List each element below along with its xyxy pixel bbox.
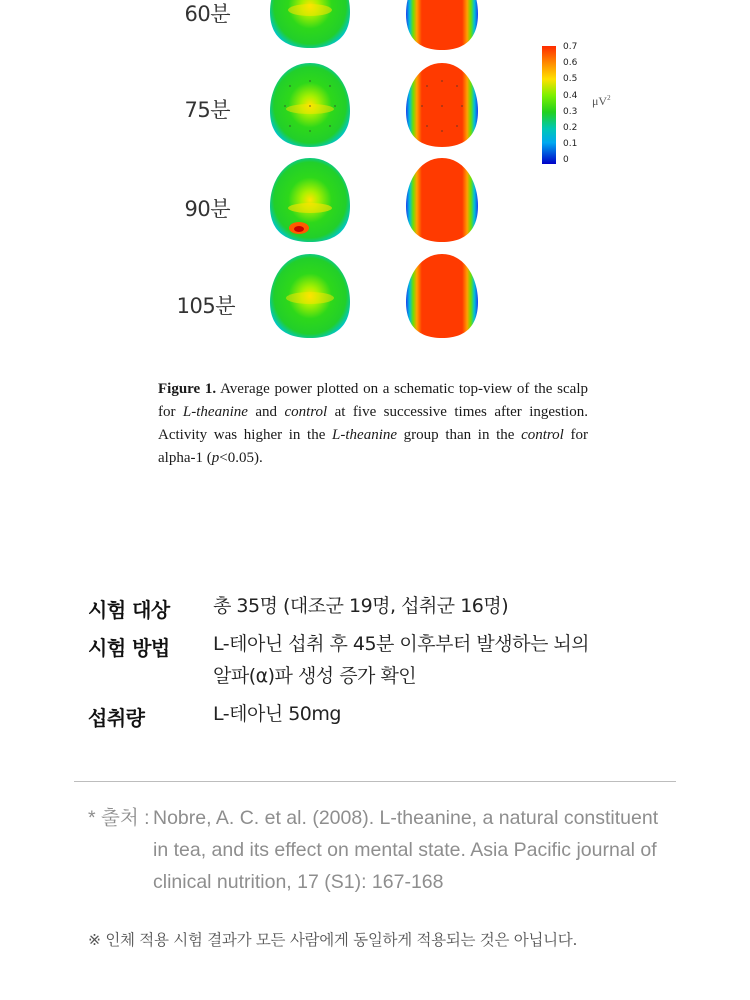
disclaimer: ※ 인체 적용 시험 결과가 모든 사람에게 동일하게 적용되는 것은 아닙니다. (88, 931, 578, 949)
divider (74, 781, 676, 782)
topomap-theanine-60 (265, 0, 355, 50)
topomap-control-60 (402, 0, 482, 52)
method-value-line2: 알파(α)파 생성 증가 확인 (213, 665, 417, 687)
method-label: 시험 방법 (88, 636, 170, 660)
time-label-75: 75분 (184, 98, 230, 122)
time-label-105: 105분 (176, 294, 235, 318)
dose-value: L-테아닌 50mg (213, 703, 341, 725)
topomap-control-90 (402, 156, 482, 246)
colorbar-tick: 0.2 (563, 123, 578, 133)
colorbar-tick: 0.3 (563, 107, 578, 117)
topomap-theanine-105 (265, 252, 355, 342)
subject-label: 시험 대상 (88, 598, 170, 622)
source-prefix: * 출처 : (88, 807, 150, 829)
colorbar-tick: 0 (563, 155, 569, 165)
figure-caption: Figure 1. Average power plotted on a schematic top-view of the scalp for L-theanine and control at five successive times after ingestion. Activity was higher in the L-theanine group than in the control for alpha-1 (p<0.05). (158, 381, 588, 466)
colorbar-tick: 0.1 (563, 139, 578, 149)
colorbar-tick: 0.6 (563, 58, 578, 68)
topomap-theanine-90 (265, 156, 355, 246)
method-value-line1: L-테아닌 섭취 후 45분 이후부터 발생하는 뇌의 (213, 633, 590, 655)
dose-label: 섭취량 (88, 706, 145, 730)
topomap-theanine-75 (265, 61, 355, 151)
colorbar-tick: 0.4 (563, 91, 578, 101)
source-line: clinical nutrition, 17 (S1): 167-168 (153, 871, 444, 893)
time-label-90: 90분 (184, 197, 230, 221)
figure-label: Figure 1. (158, 381, 217, 397)
topomap-control-75 (402, 61, 482, 151)
time-label-60: 60분 (184, 2, 230, 26)
topomap-control-105 (402, 252, 482, 342)
subject-value: 총 35명 (대조군 19명, 섭취군 16명) (213, 595, 509, 617)
colorbar-tick: 0.7 (563, 42, 578, 52)
source-line: in tea, and its effect on mental state. Asia Pacific journal of (153, 839, 657, 861)
colorbar-tick: 0.5 (563, 74, 578, 84)
source-line: Nobre, A. C. et al. (2008). L-theanine, a natural constituent (153, 807, 659, 829)
colorbar (542, 46, 556, 164)
colorbar-unit: $\mu V^2$ (592, 94, 611, 108)
